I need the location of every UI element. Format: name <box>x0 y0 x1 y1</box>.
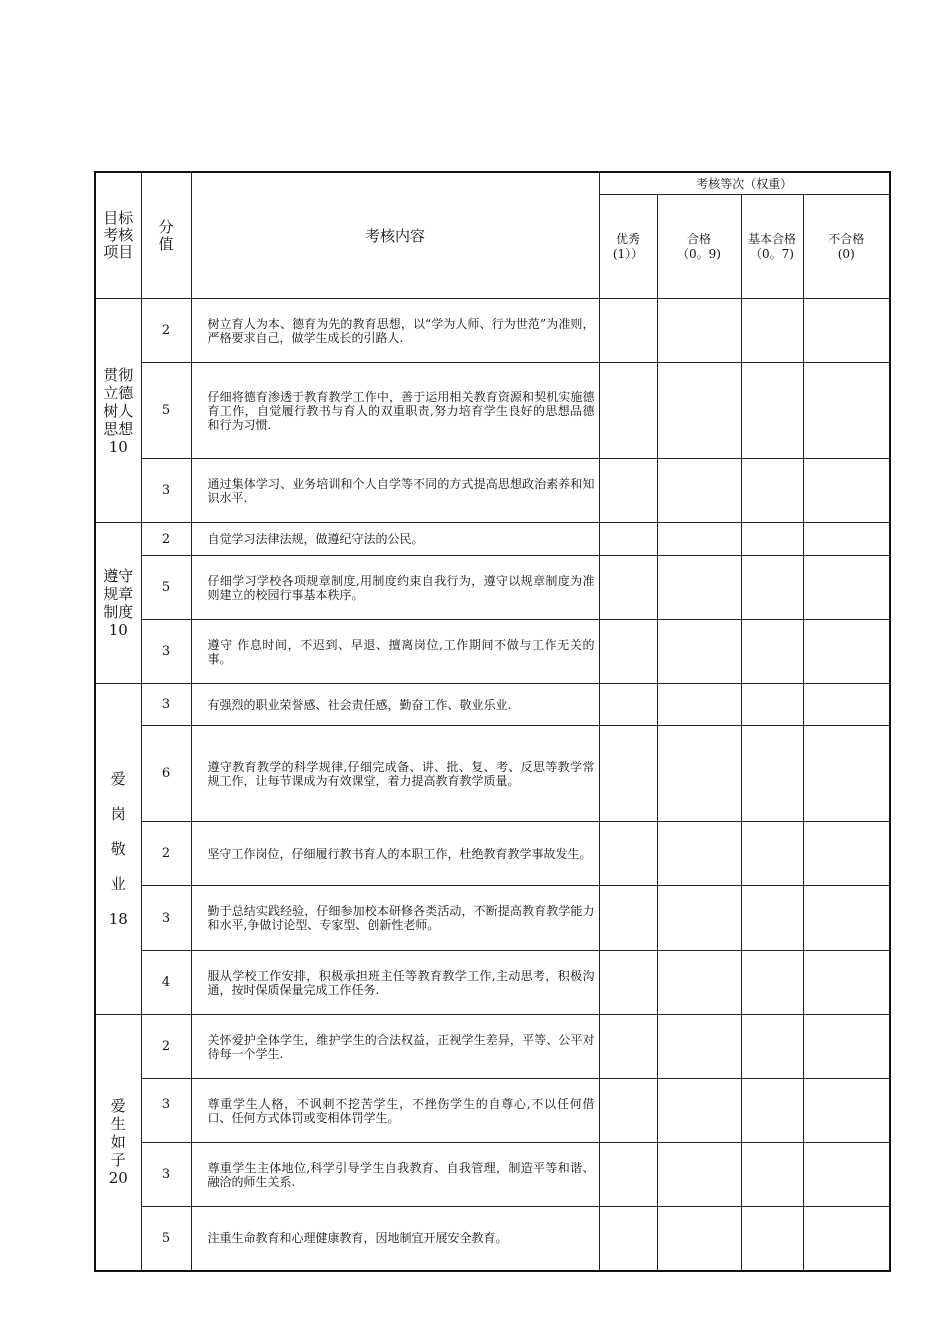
content-cell: 坚守工作岗位，仔细履行教书育人的本职工作，杜绝教育教学事故发生。 <box>191 822 599 886</box>
content-cell: 服从学校工作安排，积极承担班主任等教育教学工作,主动思考，积极沟通，按时保质保量完成工作任务. <box>191 951 599 1015</box>
grade-input-cell[interactable] <box>803 556 890 620</box>
grade-input-cell[interactable] <box>741 1207 803 1271</box>
grade-weight: （0。7) <box>750 246 794 261</box>
grade-input-cell[interactable] <box>803 684 890 726</box>
section-item-line: 贯彻 <box>103 365 134 384</box>
table-row <box>95 951 890 1015</box>
grade-input-cell[interactable] <box>741 951 803 1015</box>
content-cell: 有强烈的职业荣誉感、社会责任感，勤奋工作、敬业乐业. <box>191 684 599 726</box>
grade-input-cell[interactable] <box>741 1079 803 1143</box>
grade-input-cell[interactable] <box>803 1079 890 1143</box>
grade-input-cell[interactable] <box>599 556 657 620</box>
grade-input-cell[interactable] <box>599 684 657 726</box>
score-cell: 3 <box>141 1143 191 1207</box>
grade-input-cell[interactable] <box>741 684 803 726</box>
table-row <box>95 1015 890 1079</box>
grade-input-cell[interactable] <box>657 951 741 1015</box>
grade-weight: (1）） <box>612 246 644 261</box>
table-row <box>95 299 890 363</box>
header-item-cell <box>95 172 141 299</box>
grade-input-cell[interactable] <box>657 1143 741 1207</box>
grade-input-cell[interactable] <box>741 726 803 822</box>
grade-name: 合格 <box>686 231 711 246</box>
grade-input-cell[interactable] <box>657 459 741 523</box>
grade-input-cell[interactable] <box>599 886 657 951</box>
grade-input-cell[interactable] <box>741 620 803 684</box>
grade-input-cell[interactable] <box>599 726 657 822</box>
header-score-cell <box>141 172 191 299</box>
grade-input-cell[interactable] <box>599 620 657 684</box>
evaluation-table <box>94 171 891 1272</box>
grade-input-cell[interactable] <box>599 1079 657 1143</box>
grade-weight: （0。9) <box>677 246 721 261</box>
header-item-line: 项目 <box>103 243 134 261</box>
score-cell: 3 <box>141 620 191 684</box>
content-cell: 注重生命教育和心理健康教育，因地制宜开展安全教育。 <box>191 1207 599 1271</box>
grade-input-cell[interactable] <box>803 620 890 684</box>
grade-input-cell[interactable] <box>599 299 657 363</box>
header-grade-basic <box>741 195 803 299</box>
score-cell: 5 <box>141 1207 191 1271</box>
grade-input-cell[interactable] <box>741 822 803 886</box>
header-content-cell: 考核内容 <box>191 172 599 299</box>
grade-input-cell[interactable] <box>741 523 803 556</box>
section-item-cell <box>95 1015 141 1271</box>
table-row <box>95 1143 890 1207</box>
score-cell: 5 <box>141 556 191 620</box>
table-row <box>95 620 890 684</box>
section-item-line: 制度 <box>103 603 134 621</box>
section-item-line: 爱 <box>110 1097 126 1116</box>
grade-input-cell[interactable] <box>741 1015 803 1079</box>
grade-input-cell[interactable] <box>599 459 657 523</box>
grade-input-cell[interactable] <box>803 1015 890 1079</box>
section-item-line: 生 <box>110 1115 126 1134</box>
section-item-line: 遵守 <box>103 567 134 585</box>
grade-input-cell[interactable] <box>803 299 890 363</box>
grade-input-cell[interactable] <box>803 1207 890 1271</box>
score-cell: 2 <box>141 299 191 363</box>
table-row <box>95 1207 890 1271</box>
table-row <box>95 726 890 822</box>
section-item-line: 敬 <box>110 840 126 858</box>
grade-input-cell[interactable] <box>741 886 803 951</box>
section-item-line: 思想 <box>103 419 134 438</box>
header-item-line: 目标 <box>103 209 134 227</box>
grade-input-cell[interactable] <box>599 1015 657 1079</box>
grade-input-cell[interactable] <box>599 1207 657 1271</box>
grade-input-cell[interactable] <box>599 822 657 886</box>
section-item-line: 10 <box>108 437 128 456</box>
grade-input-cell[interactable] <box>657 299 741 363</box>
section-item-line: 10 <box>108 621 128 639</box>
header-item-line: 考核 <box>103 226 134 244</box>
grade-input-cell[interactable] <box>741 556 803 620</box>
section-item-line: 规章 <box>103 585 134 603</box>
grade-input-cell[interactable] <box>803 459 890 523</box>
grade-input-cell[interactable] <box>803 951 890 1015</box>
content-cell: 尊重学生人格，不讽刺不挖苦学生，不挫伤学生的自尊心,不以任何借口、任何方式体罚或变相体罚学生。 <box>191 1079 599 1143</box>
content-cell: 尊重学生主体地位,科学引导学生自我教育、自我管理，制造平等和谐、融洽的师生关系. <box>191 1143 599 1207</box>
section-item-line: 岗 <box>110 805 126 823</box>
header-grade-qualified <box>657 195 741 299</box>
table-row <box>95 459 890 523</box>
content-cell: 关怀爱护全体学生，维护学生的合法权益，正视学生差异，平等、公平对待每一个学生. <box>191 1015 599 1079</box>
table-row <box>95 822 890 886</box>
grade-input-cell[interactable] <box>657 620 741 684</box>
score-cell: 5 <box>141 363 191 459</box>
table-row <box>95 523 890 556</box>
grade-input-cell[interactable] <box>657 726 741 822</box>
content-cell: 遵守教育教学的科学规律,仔细完成备、讲、批、复、考、反思等教学常规工作，让每节课成为有效课堂，着力提高教育教学质量。 <box>191 726 599 822</box>
content-cell: 仔细学习学校各项规章制度,用制度约束自我行为，遵守以规章制度为准则建立的校园行事基本秩序。 <box>191 556 599 620</box>
section-item-cell <box>95 523 141 684</box>
grade-name: 不合格 <box>828 231 865 246</box>
grade-input-cell[interactable] <box>599 1143 657 1207</box>
table-row <box>95 1079 890 1143</box>
section-item-line: 业 <box>110 875 126 893</box>
score-cell: 2 <box>141 822 191 886</box>
section-item-cell <box>95 299 141 523</box>
content-cell: 遵守 作息时间，不迟到、早退、擅离岗位,工作期间不做与工作无关的事。 <box>191 620 599 684</box>
grade-input-cell[interactable] <box>657 822 741 886</box>
grade-input-cell[interactable] <box>803 363 890 459</box>
grade-input-cell[interactable] <box>657 1207 741 1271</box>
header-levels-title: 考核等次（权重） <box>599 172 890 195</box>
grade-input-cell[interactable] <box>657 1015 741 1079</box>
grade-input-cell[interactable] <box>657 523 741 556</box>
grade-name: 基本合格 <box>747 231 796 246</box>
section-item-line: 立德 <box>103 383 134 402</box>
content-cell: 通过集体学习、业务培训和个人自学等不同的方式提高思想政治素养和知识水平. <box>191 459 599 523</box>
score-cell: 2 <box>141 1015 191 1079</box>
score-cell: 6 <box>141 726 191 822</box>
grade-input-cell[interactable] <box>803 886 890 951</box>
grade-input-cell[interactable] <box>657 556 741 620</box>
grade-input-cell[interactable] <box>803 1143 890 1207</box>
grade-input-cell[interactable] <box>741 363 803 459</box>
score-cell: 3 <box>141 459 191 523</box>
grade-input-cell[interactable] <box>803 726 890 822</box>
table-row <box>95 886 890 951</box>
content-cell: 仔细将德育渗透于教育教学工作中，善于运用相关教育资源和契机实施德育工作，自觉履行教书与育人的双重职责,努力培育学生良好的思想品德和行为习惯. <box>191 363 599 459</box>
section-item-cell <box>95 684 141 1015</box>
score-cell: 3 <box>141 1079 191 1143</box>
grade-input-cell[interactable] <box>741 299 803 363</box>
table-row <box>95 556 890 620</box>
content-cell: 自觉学习法律法规，做遵纪守法的公民。 <box>191 523 599 556</box>
header-score-line: 值 <box>158 234 174 253</box>
table-row <box>95 684 890 726</box>
grade-input-cell[interactable] <box>657 684 741 726</box>
section-item-line: 树人 <box>103 401 134 420</box>
grade-input-cell[interactable] <box>599 951 657 1015</box>
section-item-line: 如 <box>110 1133 126 1152</box>
score-cell: 2 <box>141 523 191 556</box>
score-cell: 3 <box>141 684 191 726</box>
grade-input-cell[interactable] <box>599 363 657 459</box>
grade-input-cell[interactable] <box>599 523 657 556</box>
grade-input-cell[interactable] <box>657 886 741 951</box>
header-score-line: 分 <box>158 217 174 236</box>
grade-input-cell[interactable] <box>741 1143 803 1207</box>
grade-input-cell[interactable] <box>803 822 890 886</box>
score-cell: 4 <box>141 951 191 1015</box>
content-cell: 勤于总结实践经验，仔细参加校本研修各类活动，不断提高教育教学能力和水平,争做讨论型、专家型、创新性老师。 <box>191 886 599 951</box>
content-cell: 树立育人为本、德育为先的教育思想，以“学为人师、行为世范”为准则，严格要求自己，做学生成长的引路人. <box>191 299 599 363</box>
grade-input-cell[interactable] <box>657 1079 741 1143</box>
grade-name: 优秀 <box>615 231 640 246</box>
grade-input-cell[interactable] <box>657 363 741 459</box>
score-cell: 3 <box>141 886 191 951</box>
section-item-line: 20 <box>108 1169 128 1188</box>
section-item-line: 18 <box>108 910 128 928</box>
section-item-line: 子 <box>110 1151 126 1170</box>
grade-input-cell[interactable] <box>741 459 803 523</box>
header-grade-excellent <box>599 195 657 299</box>
grade-input-cell[interactable] <box>803 523 890 556</box>
header-grade-unqualified <box>803 195 890 299</box>
section-item-line: 爱 <box>110 770 126 788</box>
table-row <box>95 363 890 459</box>
grade-weight: (0) <box>837 246 855 261</box>
